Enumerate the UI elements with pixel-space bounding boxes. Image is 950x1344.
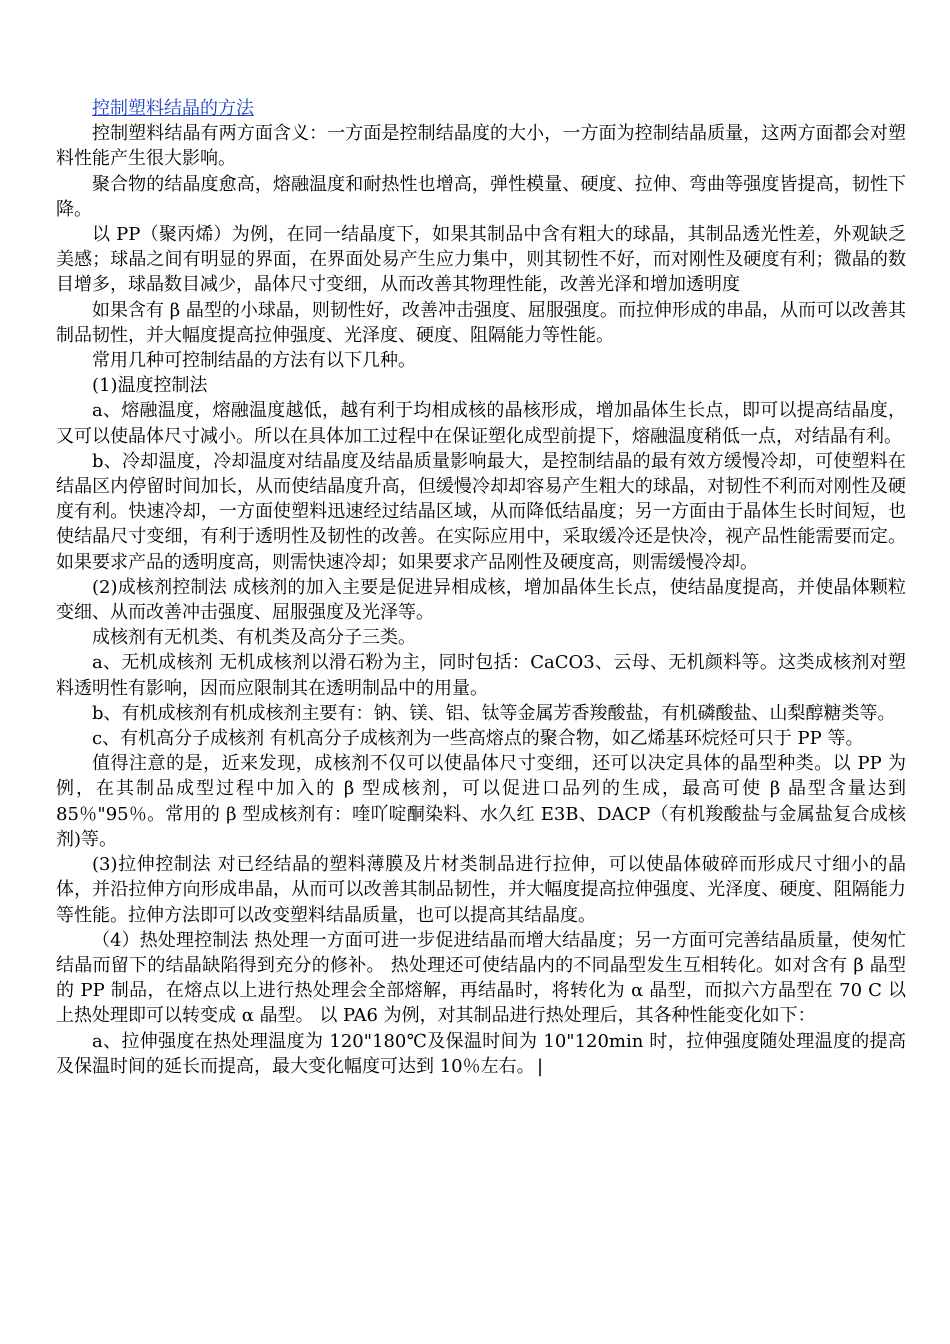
paragraph-17-text: a、拉伸强度在热处理温度为 120"180℃及保温时间为 10"120min 时，拉伸强度随处理温度的提高及保温时间的延长而提高，最大变化幅度可达到 10％左右。: [56, 1030, 906, 1077]
paragraph-8: b、冷却温度，冷却温度对结晶度及结晶质量影响最大，是控制结晶的最有效方缓慢冷却，可使塑料在结晶区内停留时间加长，从而使结晶度升高，但缓慢冷却却容易产生粗大的球晶，对韧性不利而对刚性及硬度有利。快速冷却，一方面使塑料迅速经过结晶区域，从而降低结晶度；另一方面由于晶体生长时间短，也使结晶尺寸变细，有利于透明性及韧性的改善。在实际应用中，采取缓冷还是快冷，视产品性能需要而定。如果要求产品的透明度高，则需快速冷却；如果要求产品刚性及硬度高，则需缓慢冷却。: [56, 450, 906, 573]
paragraph-10: 成核剂有无机类、有机类及高分子三类。: [92, 627, 416, 649]
paragraph-14: 值得注意的是，近来发现，成核剂不仅可以使晶体尺寸变细，还可以决定具体的晶型种类。以 PP 为例，在其制品成型过程中加入的 β 型成核剂，可以促进口品列的生成，最高可使 β 晶型含量达到 85％"95％。常用的 β 型成核剂有：喹吖啶酮染料、水久红 E3B、DACP（有机羧酸盐与金属盐复合成核剂)等。: [56, 753, 906, 850]
text-cursor-mark: |: [534, 1055, 546, 1077]
paragraph-15: (3)拉伸控制法 对已经结晶的塑料薄膜及片材类制品进行拉伸，可以使晶体破碎而形成尺寸细小的晶体，并沿拉伸方向形成串晶，从而可以改善其制品韧性，并大幅度提高拉伸强度、光泽度、硬度、阻隔能力等性能。拉伸方法即可以改变塑料结晶质量，也可以提高其结晶度。: [56, 854, 906, 926]
paragraph-9: (2)成核剂控制法 成核剂的加入主要是促进异相成核，增加晶体生长点，使结晶度提高，并使晶体颗粒变细、从而改善冲击强度、屈服强度及光泽等。: [56, 576, 906, 624]
paragraph-4: 如果含有 β 晶型的小球晶，则韧性好，改善冲击强度、屈服强度。而拉伸形成的串晶，从而可以改善其制品韧性，并大幅度提高拉伸强度、光泽度、硬度、阻隔能力等性能。: [56, 299, 906, 346]
title-link[interactable]: 控制塑料结晶的方法: [92, 98, 254, 119]
document-title[interactable]: [56, 96, 906, 121]
paragraph-3: 以 PP（聚丙烯）为例，在同一结晶度下，如果其制品中含有粗大的球晶，其制品透光性差，外观缺乏美感；球晶之间有明显的界面，在界面处易产生应力集中，则其韧性不好，而对刚性及硬度有利；微晶的数目增多，球晶数目减少，晶体尺寸变细，从而改善其物理性能，改善光泽和增加透明度: [56, 224, 906, 296]
paragraph-7: a、熔融温度，熔融温度越低，越有利于均相成核的晶核形成，增加晶体生长点，即可以提高结晶度，又可以使晶体尺寸减小。所以在具体加工过程中在保证塑化成型前提下，熔融温度稍低一点，对结晶有利。: [56, 400, 906, 447]
document-page: [56, 96, 906, 1079]
section-heading-temperature: (1)温度控制法: [92, 375, 208, 397]
paragraph-2: 聚合物的结晶度愈高，熔融温度和耐热性也增高，弹性模量、硬度、拉伸、弯曲等强度皆提高，韧性下降。: [56, 173, 906, 220]
paragraph-16: （4）热处理控制法 热处理一方面可进一步促进结晶而增大结晶度；另一方面可完善结晶质量，使匆忙结晶而留下的结晶缺陷得到充分的修补。 热处理还可使结晶内的不同晶型发生互相转化。如对含有 β 晶型的 PP 制品，在熔点以上进行热处理会全部熔解，再结晶时，将转化为 α 晶型，而拟六方晶型在 70 C 以上热处理即可以转变成 α 晶型。 以 PA6 为例，对其制品进行热处理后，其各种性能变化如下：: [56, 929, 906, 1027]
paragraph-5: 常用几种可控制结晶的方法有以下几种。: [92, 350, 416, 372]
paragraph-11: a、无机成核剂 无机成核剂以滑石粉为主，同时包括：CaCO3、云母、无机颜料等。这类成核剂对塑料透明性有影响，因而应限制其在透明制品中的用量。: [56, 652, 906, 699]
paragraph-12: b、有机成核剂有机成核剂主要有：钠、镁、铝、钛等金属芳香羧酸盐，有机磷酸盐、山梨醇糖类等。: [92, 702, 896, 724]
paragraph-13: c、有机高分子成核剂 有机高分子成核剂为一些高熔点的聚合物，如乙烯基环烷烃可只于 PP 等。: [92, 728, 864, 750]
paragraph-17: [56, 1029, 906, 1079]
paragraph-1: 控制塑料结晶有两方面含义：一方面是控制结晶度的大小，一方面为控制结晶质量，这两方面都会对塑料性能产生很大影响。: [56, 123, 906, 170]
